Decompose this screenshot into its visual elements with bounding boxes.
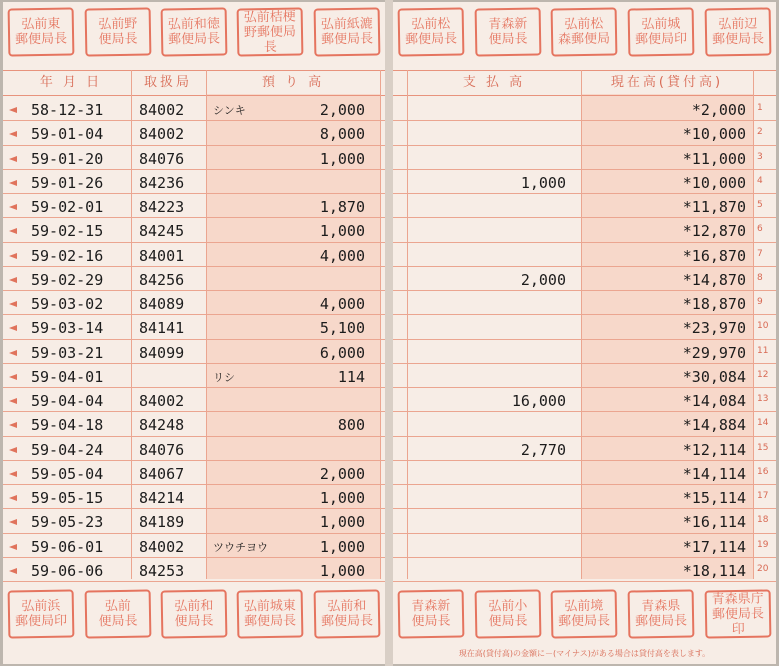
stamp-row-top-right bbox=[393, 8, 776, 56]
entry-date: 59-04-04 bbox=[31, 392, 104, 410]
row-rule bbox=[393, 169, 776, 170]
entry-withdrawal: 2,000 bbox=[520, 270, 566, 289]
row-rule bbox=[393, 581, 776, 582]
entry-balance: *16,114 bbox=[682, 513, 746, 532]
post-office-stamp: 弘前城東 郵便局長 bbox=[237, 589, 304, 638]
row-number: 6 bbox=[757, 224, 763, 235]
entry-withdrawal: 1,000 bbox=[520, 173, 566, 192]
row-rule bbox=[3, 145, 385, 146]
entry-balance: *14,884 bbox=[682, 416, 746, 435]
row-number: 18 bbox=[757, 515, 769, 526]
entry-balance: *14,114 bbox=[682, 464, 746, 483]
entry-office-code: 84245 bbox=[139, 222, 185, 241]
entry-office-code: 84002 bbox=[139, 392, 185, 410]
column-divider bbox=[581, 70, 582, 579]
row-number: 13 bbox=[757, 394, 769, 404]
row-rule bbox=[393, 508, 776, 509]
row-rule bbox=[393, 533, 776, 534]
entry-deposit: 1,000 bbox=[319, 222, 365, 241]
entry-date: 59-05-04 bbox=[31, 464, 104, 483]
post-office-stamp: 弘前東 郵便局長 bbox=[8, 7, 75, 56]
entry-office-code: 84089 bbox=[139, 295, 185, 313]
entry-balance: *23,970 bbox=[682, 319, 746, 338]
row-number: 14 bbox=[757, 418, 769, 429]
post-office-stamp: 青森新 便局長 bbox=[398, 589, 465, 638]
header-office: 取扱局 bbox=[143, 75, 192, 90]
row-rule bbox=[3, 266, 385, 267]
row-number: 15 bbox=[757, 442, 769, 453]
row-marker-icon bbox=[9, 374, 17, 380]
row-number: 5 bbox=[757, 200, 763, 210]
ledger-header-right bbox=[393, 70, 776, 96]
post-office-stamp: 弘前城 郵便局印 bbox=[628, 7, 695, 56]
entry-date: 59-06-01 bbox=[31, 537, 104, 556]
row-rule bbox=[393, 339, 776, 340]
row-rule bbox=[3, 314, 385, 315]
entry-deposit: 1,000 bbox=[319, 489, 365, 507]
row-rule bbox=[393, 484, 776, 485]
row-rule bbox=[393, 266, 776, 267]
entry-balance: *14,084 bbox=[682, 392, 746, 410]
stamp-row-top-left bbox=[3, 8, 385, 56]
row-rule bbox=[393, 363, 776, 364]
row-marker-icon bbox=[9, 568, 17, 574]
entry-balance: *16,870 bbox=[682, 246, 746, 265]
row-number: 12 bbox=[757, 369, 769, 380]
column-divider bbox=[407, 70, 408, 579]
post-office-stamp: 弘前境 郵便局長 bbox=[551, 589, 618, 638]
row-marker-icon bbox=[9, 228, 17, 234]
entry-balance: *11,870 bbox=[682, 198, 746, 216]
row-marker-icon bbox=[9, 350, 17, 356]
entry-balance: *12,870 bbox=[682, 222, 746, 241]
entry-date: 59-01-04 bbox=[31, 125, 104, 144]
post-office-stamp: 弘前和 郵便局長 bbox=[313, 589, 380, 638]
post-office-stamp: 弘前桔梗 野郵便局長 bbox=[237, 7, 304, 56]
footnote: 現在高(貸付高)の金額に－(マイナス)がある場合は貸付高を表します。 bbox=[458, 649, 711, 658]
post-office-stamp: 弘前浜 郵便局印 bbox=[8, 589, 75, 638]
entry-office-code: 84189 bbox=[139, 513, 185, 532]
entry-date: 59-05-15 bbox=[31, 489, 104, 507]
row-rule bbox=[393, 314, 776, 315]
entry-deposit: 800 bbox=[337, 416, 365, 435]
entry-deposit: 5,100 bbox=[319, 319, 365, 338]
row-marker-icon bbox=[9, 325, 17, 331]
row-number: 9 bbox=[757, 297, 763, 307]
passbook-page-right bbox=[393, 2, 776, 664]
header-date: 年 月 日 bbox=[39, 75, 103, 90]
row-rule bbox=[393, 411, 776, 412]
row-rule bbox=[3, 387, 385, 388]
post-office-stamp: 弘前和徳 郵便局長 bbox=[161, 7, 228, 56]
entry-date: 59-01-26 bbox=[31, 173, 104, 192]
entry-deposit: 1,000 bbox=[319, 537, 365, 556]
entry-office-code: 84256 bbox=[139, 270, 185, 289]
entry-withdrawal: 16,000 bbox=[511, 392, 566, 410]
entry-date: 59-01-20 bbox=[31, 149, 104, 168]
post-office-stamp: 弘前小 便局長 bbox=[474, 589, 541, 638]
entry-date: 59-02-01 bbox=[31, 198, 104, 216]
entry-date: 59-02-29 bbox=[31, 270, 104, 289]
row-rule bbox=[3, 339, 385, 340]
entry-office-code: 84002 bbox=[139, 125, 185, 144]
entry-office-code: 84236 bbox=[139, 173, 185, 192]
passbook-spine bbox=[385, 0, 393, 666]
row-marker-icon bbox=[9, 277, 17, 283]
row-marker-icon bbox=[9, 204, 17, 210]
row-rule bbox=[393, 460, 776, 461]
row-rule bbox=[3, 120, 385, 121]
post-office-stamp: 弘前野 便局長 bbox=[84, 7, 151, 56]
entry-office-code: 84223 bbox=[139, 198, 185, 216]
post-office-stamp: 弘前松 森郵便局 bbox=[551, 7, 618, 56]
header-balance: 現在高(貸付高) bbox=[610, 75, 724, 90]
entry-balance: *2,000 bbox=[691, 101, 746, 119]
row-rule bbox=[393, 242, 776, 243]
row-rule bbox=[3, 484, 385, 485]
entry-balance: *18,870 bbox=[682, 295, 746, 313]
row-marker-icon bbox=[9, 519, 17, 525]
entry-office-code: 84214 bbox=[139, 489, 185, 507]
entry-deposit: 114 bbox=[337, 367, 365, 386]
row-number: 2 bbox=[757, 127, 763, 138]
entry-office-code: 84067 bbox=[139, 464, 185, 483]
entry-office-code: 84076 bbox=[139, 440, 185, 459]
entry-date: 59-03-14 bbox=[31, 319, 104, 338]
post-office-stamp: 弘前辺 郵便局長 bbox=[704, 7, 771, 56]
row-rule bbox=[393, 120, 776, 121]
row-marker-icon bbox=[9, 471, 17, 477]
entry-deposit: 1,000 bbox=[319, 561, 365, 580]
column-divider bbox=[380, 70, 381, 579]
row-number: 11 bbox=[757, 345, 769, 356]
entry-note: シンキ bbox=[213, 104, 246, 117]
column-divider bbox=[131, 70, 132, 579]
row-rule bbox=[3, 411, 385, 412]
row-rule bbox=[3, 557, 385, 558]
post-office-stamp: 弘前 便局長 bbox=[84, 589, 151, 638]
entry-balance: *10,000 bbox=[682, 173, 746, 192]
post-office-stamp: 弘前紙漉 郵便局長 bbox=[313, 7, 380, 56]
entry-deposit: 2,000 bbox=[319, 464, 365, 483]
row-number: 20 bbox=[757, 563, 769, 574]
row-rule bbox=[3, 460, 385, 461]
row-number: 16 bbox=[757, 466, 769, 477]
row-rule bbox=[3, 533, 385, 534]
entry-office-code: 84002 bbox=[139, 101, 185, 119]
row-marker-icon bbox=[9, 156, 17, 162]
row-number: 19 bbox=[757, 539, 769, 550]
entry-date: 59-02-15 bbox=[31, 222, 104, 241]
entry-date: 59-03-02 bbox=[31, 295, 104, 313]
entry-deposit: 6,000 bbox=[319, 343, 365, 362]
post-office-stamp: 弘前松 郵便局長 bbox=[398, 7, 465, 56]
row-rule bbox=[3, 217, 385, 218]
row-rule bbox=[393, 193, 776, 194]
row-marker-icon bbox=[9, 107, 17, 113]
row-rule bbox=[3, 290, 385, 291]
row-number: 1 bbox=[757, 103, 763, 113]
entry-date: 59-05-23 bbox=[31, 513, 104, 532]
entry-office-code: 84141 bbox=[139, 319, 185, 338]
row-marker-icon bbox=[9, 301, 17, 307]
row-number: 7 bbox=[757, 248, 763, 259]
entry-balance: *17,114 bbox=[682, 537, 746, 556]
entry-note: リシ bbox=[213, 370, 235, 384]
entry-balance: *14,870 bbox=[682, 270, 746, 289]
entry-deposit: 4,000 bbox=[319, 246, 365, 265]
stamp-row-bottom-right bbox=[393, 590, 776, 638]
column-divider bbox=[753, 70, 754, 579]
post-office-stamp: 青森新 便局長 bbox=[474, 7, 541, 56]
entry-date: 59-06-06 bbox=[31, 561, 104, 580]
row-marker-icon bbox=[9, 422, 17, 428]
entry-deposit: 1,000 bbox=[319, 149, 365, 168]
entry-balance: *10,000 bbox=[682, 125, 746, 144]
entry-withdrawal: 2,770 bbox=[520, 440, 566, 459]
row-number: 4 bbox=[757, 175, 763, 186]
row-rule bbox=[3, 581, 385, 582]
entry-balance: *18,114 bbox=[682, 561, 746, 580]
post-office-stamp: 弘前和 便局長 bbox=[161, 589, 228, 638]
entry-office-code: 84001 bbox=[139, 246, 185, 265]
header-withdrawal: 支 払 高 bbox=[462, 75, 526, 90]
row-rule bbox=[3, 508, 385, 509]
entry-deposit: 8,000 bbox=[319, 125, 365, 144]
entry-date: 59-04-01 bbox=[31, 367, 104, 386]
row-rule bbox=[393, 290, 776, 291]
entry-date: 59-02-16 bbox=[31, 246, 104, 265]
ledger-header-left bbox=[3, 70, 385, 96]
entry-office-code: 84253 bbox=[139, 561, 185, 580]
entry-balance: *15,114 bbox=[682, 489, 746, 507]
entry-balance: *30,084 bbox=[682, 367, 746, 386]
row-number: 3 bbox=[757, 151, 763, 162]
row-number: 8 bbox=[757, 272, 763, 283]
post-office-stamp: 青森県 郵便局長 bbox=[628, 589, 695, 638]
entry-balance: *29,970 bbox=[682, 343, 746, 362]
row-rule bbox=[393, 557, 776, 558]
entry-date: 59-03-21 bbox=[31, 343, 104, 362]
row-rule bbox=[3, 242, 385, 243]
entry-note: ツウチヨウ bbox=[213, 540, 268, 554]
entry-date: 59-04-24 bbox=[31, 440, 104, 459]
entry-office-code: 84099 bbox=[139, 343, 185, 362]
row-rule bbox=[393, 217, 776, 218]
row-rule bbox=[393, 387, 776, 388]
row-marker-icon bbox=[9, 447, 17, 453]
entry-date: 58-12-31 bbox=[31, 101, 104, 119]
entry-deposit: 2,000 bbox=[319, 101, 365, 119]
row-rule bbox=[393, 436, 776, 437]
row-rule bbox=[3, 436, 385, 437]
row-number: 17 bbox=[757, 491, 769, 501]
row-marker-icon bbox=[9, 495, 17, 501]
entry-date: 59-04-18 bbox=[31, 416, 104, 435]
entry-deposit: 1,000 bbox=[319, 513, 365, 532]
entry-office-code: 84076 bbox=[139, 149, 185, 168]
row-rule bbox=[3, 169, 385, 170]
row-rule bbox=[3, 363, 385, 364]
header-deposit: 預 り 高 bbox=[261, 75, 325, 90]
entry-deposit: 4,000 bbox=[319, 295, 365, 313]
entry-office-code: 84248 bbox=[139, 416, 185, 435]
entry-balance: *12,114 bbox=[682, 440, 746, 459]
row-marker-icon bbox=[9, 544, 17, 550]
row-rule bbox=[3, 193, 385, 194]
entry-balance: *11,000 bbox=[682, 149, 746, 168]
passbook-page-left bbox=[3, 2, 385, 664]
row-number: 10 bbox=[757, 321, 769, 332]
entry-deposit: 1,870 bbox=[319, 198, 365, 216]
column-divider bbox=[206, 70, 207, 579]
row-marker-icon bbox=[9, 253, 17, 259]
row-marker-icon bbox=[9, 180, 17, 186]
row-rule bbox=[393, 145, 776, 146]
post-office-stamp: 青森県庁 郵便局長印 bbox=[704, 589, 771, 638]
row-marker-icon bbox=[9, 398, 17, 404]
entry-office-code: 84002 bbox=[139, 537, 185, 556]
stamp-row-bottom-left bbox=[3, 590, 385, 638]
row-marker-icon bbox=[9, 131, 17, 137]
